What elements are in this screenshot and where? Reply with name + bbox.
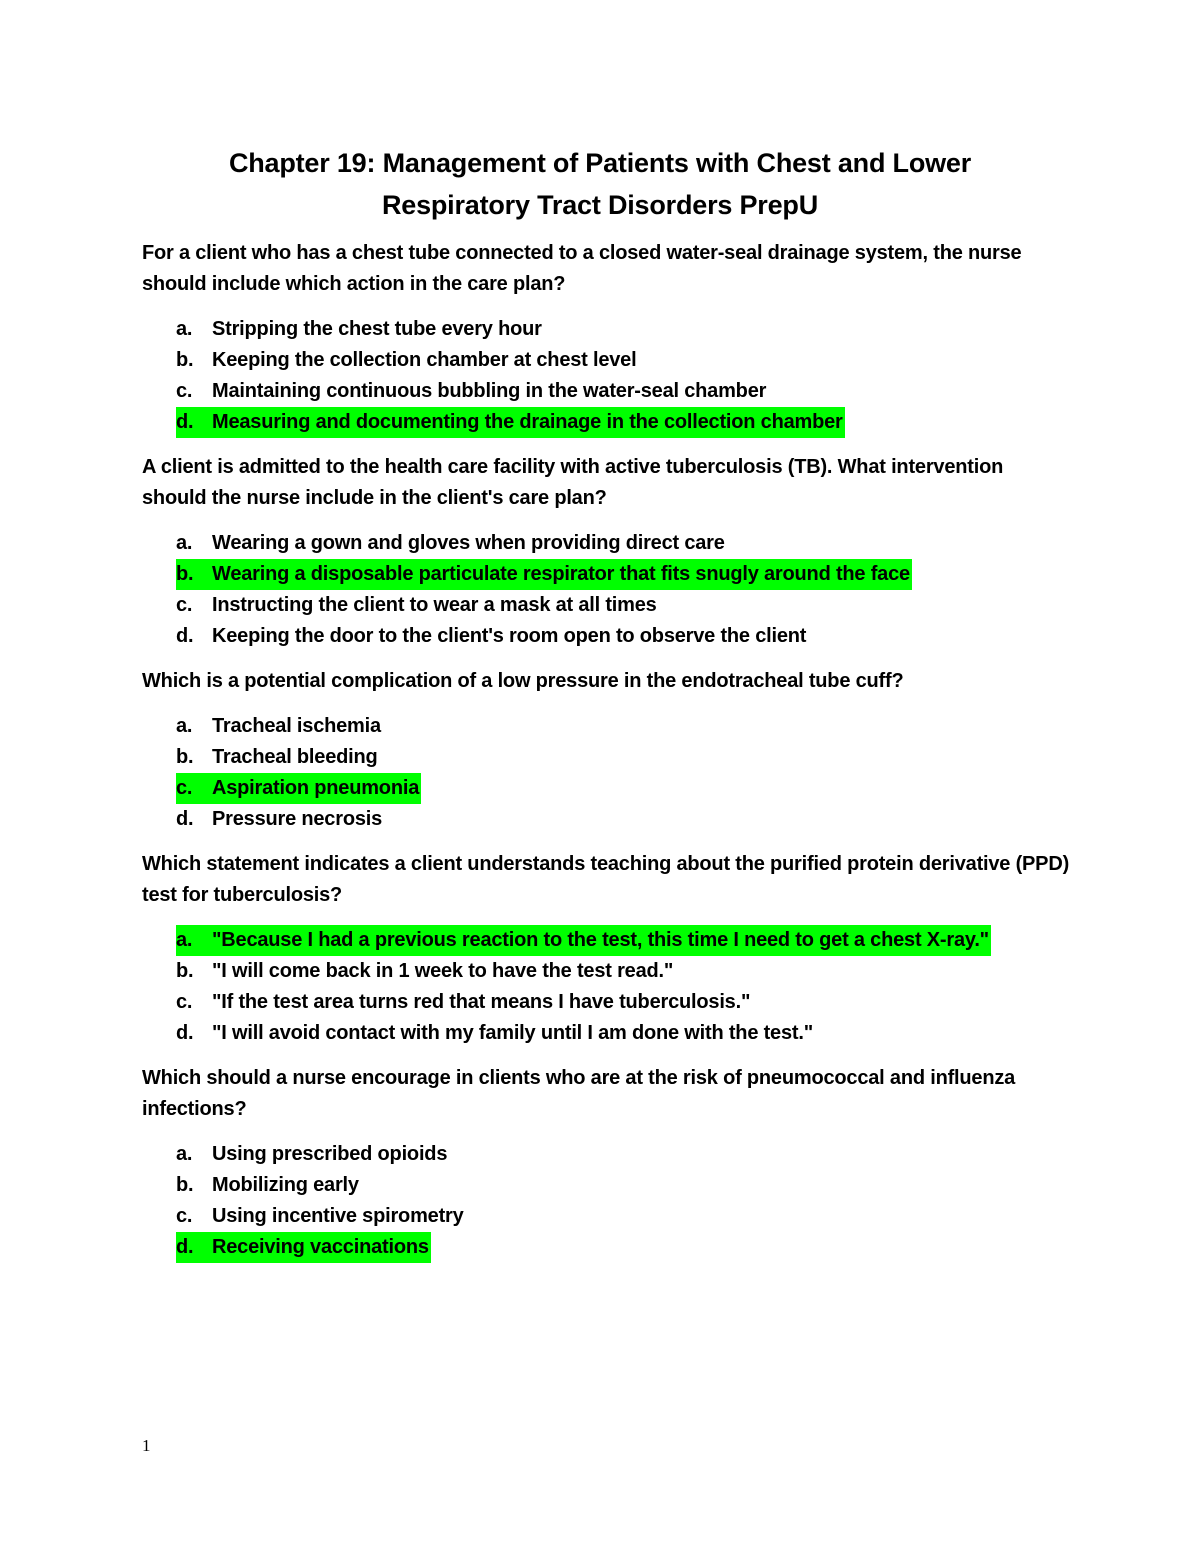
option-highlight [176,376,768,407]
option-text: "If the test area turns red that means I have tuberculosis." [212,991,751,1013]
option-letter: a. [176,318,193,340]
option-item [176,345,1072,376]
option-highlight [176,314,544,345]
option-item [176,1139,1072,1170]
option-text: Instructing the client to wear a mask at all times [212,594,657,616]
option-text: Tracheal ischemia [212,715,381,737]
option-item-correct [176,559,1072,590]
option-letter: b. [176,746,194,768]
option-text: "I will come back in 1 week to have the test read." [212,960,674,982]
option-item-correct [176,407,1072,438]
question-block [142,1063,1072,1263]
option-item [176,376,1072,407]
option-highlight [176,345,638,376]
option-highlight [176,1018,815,1049]
question-text: For a client who has a chest tube connected to a closed water-seal drainage system, the nurse should include which action in the care plan? [142,242,1022,295]
option-highlight [176,1170,361,1201]
option-highlight [176,925,991,956]
option-highlight [176,1139,449,1170]
question-text: Which is a potential complication of a low pressure in the endotracheal tube cuff? [142,670,904,692]
option-letter: b. [176,563,194,585]
question-text: Which statement indicates a client understands teaching about the purified protein derivative (PPD) test for tuberculosis? [142,853,1070,906]
option-letter: a. [176,532,193,554]
option-item [176,314,1072,345]
option-text: "I will avoid contact with my family until I am done with the test." [212,1022,813,1044]
page-number: 1 [142,1436,151,1455]
question-block [142,452,1072,652]
option-letter: d. [176,1022,194,1044]
option-item [176,1201,1072,1232]
question-text: Which should a nurse encourage in clients who are at the risk of pneumococcal and influenza infections? [142,1067,1016,1120]
option-item [176,621,1072,652]
question-block [142,238,1072,438]
option-item [176,711,1072,742]
option-highlight [176,528,727,559]
option-highlight [176,773,421,804]
option-list [176,314,1072,438]
option-letter: d. [176,625,194,647]
option-list [176,1139,1072,1263]
option-item [176,804,1072,835]
option-item-correct [176,925,1072,956]
option-text: Stripping the chest tube every hour [212,318,542,340]
option-letter: d. [176,1236,194,1258]
option-letter: a. [176,929,193,951]
option-highlight [176,559,912,590]
option-item [176,956,1072,987]
option-highlight [176,742,380,773]
option-text: Measuring and documenting the drainage in the collection chamber [212,411,843,433]
option-letter: c. [176,777,193,799]
option-letter: b. [176,960,194,982]
option-letter: b. [176,1174,194,1196]
option-highlight [176,590,659,621]
option-letter: c. [176,594,193,616]
option-text: Wearing a disposable particulate respirator that fits snugly around the face [212,563,910,585]
option-letter: a. [176,715,193,737]
option-text: Using incentive spirometry [212,1205,464,1227]
option-letter: c. [176,991,193,1013]
option-highlight [176,407,845,438]
question-block [142,666,1072,835]
option-text: Maintaining continuous bubbling in the water-seal chamber [212,380,767,402]
option-highlight [176,621,808,652]
option-text: "Because I had a previous reaction to the test, this time I need to get a chest X-ray." [212,929,989,951]
option-list [176,711,1072,835]
option-text: Mobilizing early [212,1174,359,1196]
option-text: Keeping the collection chamber at chest level [212,349,637,371]
question-list [142,238,1072,1277]
question-block [142,849,1072,1049]
option-letter: a. [176,1143,193,1165]
option-text: Aspiration pneumonia [212,777,420,799]
option-item [176,987,1072,1018]
option-letter: b. [176,349,194,371]
option-highlight [176,1232,431,1263]
option-highlight [176,804,384,835]
title-line-2: Respiratory Tract Disorders PrepU [381,190,819,220]
option-letter: d. [176,808,194,830]
option-letter: c. [176,1205,193,1227]
page-title [0,142,1200,226]
option-letter: c. [176,380,193,402]
option-highlight [176,956,675,987]
option-text: Keeping the door to the client's room open to observe the client [212,625,807,647]
option-item [176,1018,1072,1049]
option-highlight [176,711,383,742]
option-item-correct [176,773,1072,804]
option-highlight [176,1201,466,1232]
option-item-correct [176,1232,1072,1263]
option-list [176,528,1072,652]
option-item [176,528,1072,559]
option-text: Receiving vaccinations [212,1236,429,1258]
option-letter: d. [176,411,194,433]
option-highlight [176,987,752,1018]
option-list [176,925,1072,1049]
title-line-1: Chapter 19: Management of Patients with Chest and Lower [228,148,972,178]
option-item [176,1170,1072,1201]
option-text: Pressure necrosis [212,808,383,830]
option-text: Wearing a gown and gloves when providing direct care [212,532,725,554]
option-text: Tracheal bleeding [212,746,378,768]
option-item [176,742,1072,773]
option-text: Using prescribed opioids [212,1143,448,1165]
option-item [176,590,1072,621]
question-text: A client is admitted to the health care facility with active tuberculosis (TB). What intervention should the nurse include in the client's care plan? [142,456,1004,509]
